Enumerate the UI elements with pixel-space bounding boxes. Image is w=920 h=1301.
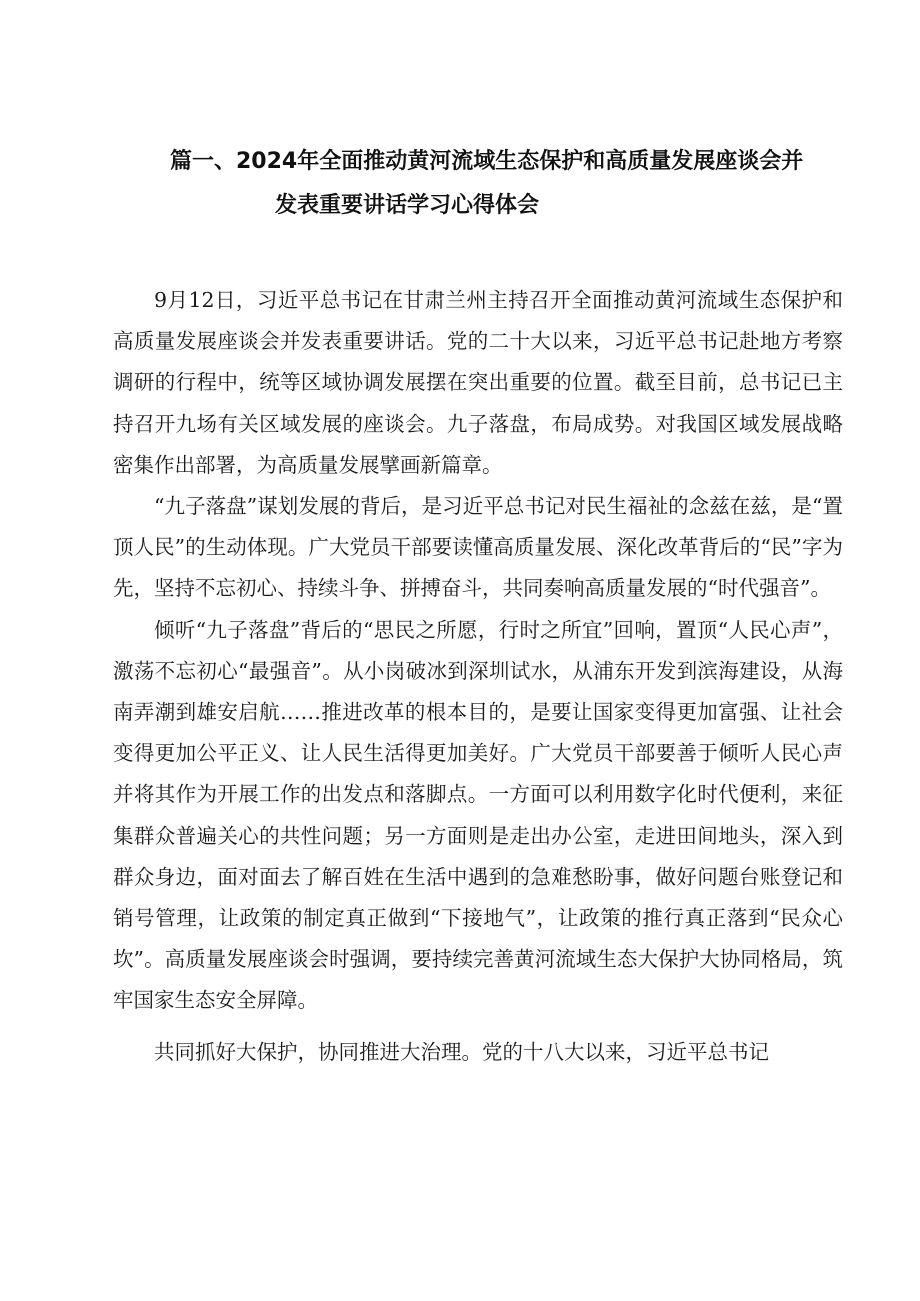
- paragraph-2: “九子落盘”谋划发展的背后，是习近平总书记对民生福祉的念兹在兹，是“置顶人民”的生动体现。广大党员干部要读懂高质量发展、深化改革背后的“民”字为先，坚持不忘初心、持续斗争、拼搏奋斗，共同奏响高质量发展的“时代强音”。: [113, 494, 843, 601]
- paragraph-4: 共同抓好大保护，协同推进大治理。党的十八大以来，习近平总书记: [154, 1039, 769, 1064]
- document-body: [113, 280, 843, 1073]
- paragraph-3: 倾听“九子落盘”背后的“思民之所愿，行时之所宜”回响，置顶“人民心声”，激荡不忘初心“最强音”。从小岗破冰到深圳试水，从浦东开发到滨海建设，从海南弄潮到雄安启航……推进改革的根本目的，是要让国家变得更加富强、让社会变得更加公平正义、让人民生活得更加美好。广大党员干部要善于倾听人民心声并将其作为开展工作的出发点和落脚点。一方面可以利用数字化时代便利，来征集群众普遍关心的共性问题；另一方面则是走出办公室，走进田间地头，深入到群众身边，面对面去了解百姓在生活中遇到的急难愁盼事，做好问题台账登记和销号管理，让政策的制定真正做到“下接地气”，让政策的推行真正落到“民众心坎”。高质量发展座谈会时强调，要持续完善黄河流域生态大保护大协同格局，筑牢国家生态安全屏障。: [113, 617, 843, 1013]
- title-line-1: 篇一、2024年全面推动黄河流域生态保护和高质量发展座谈会并: [170, 149, 804, 174]
- paragraph-1: 9月12日，习近平总书记在甘肃兰州主持召开全面推动黄河流域生态保护和高质量发展座谈会并发表重要讲话。党的二十大以来，习近平总书记赴地方考察调研的行程中，统等区域协调发展摆在突出重要的位置。截至目前，总书记已主持召开九场有关区域发展的座谈会。九子落盘，布局成势。对我国区域发展战略密集作出部署，为高质量发展擘画新篇章。: [113, 288, 843, 477]
- document-title: [0, 140, 920, 228]
- title-line-2: 发表重要讲话学习心得体会: [275, 193, 540, 218]
